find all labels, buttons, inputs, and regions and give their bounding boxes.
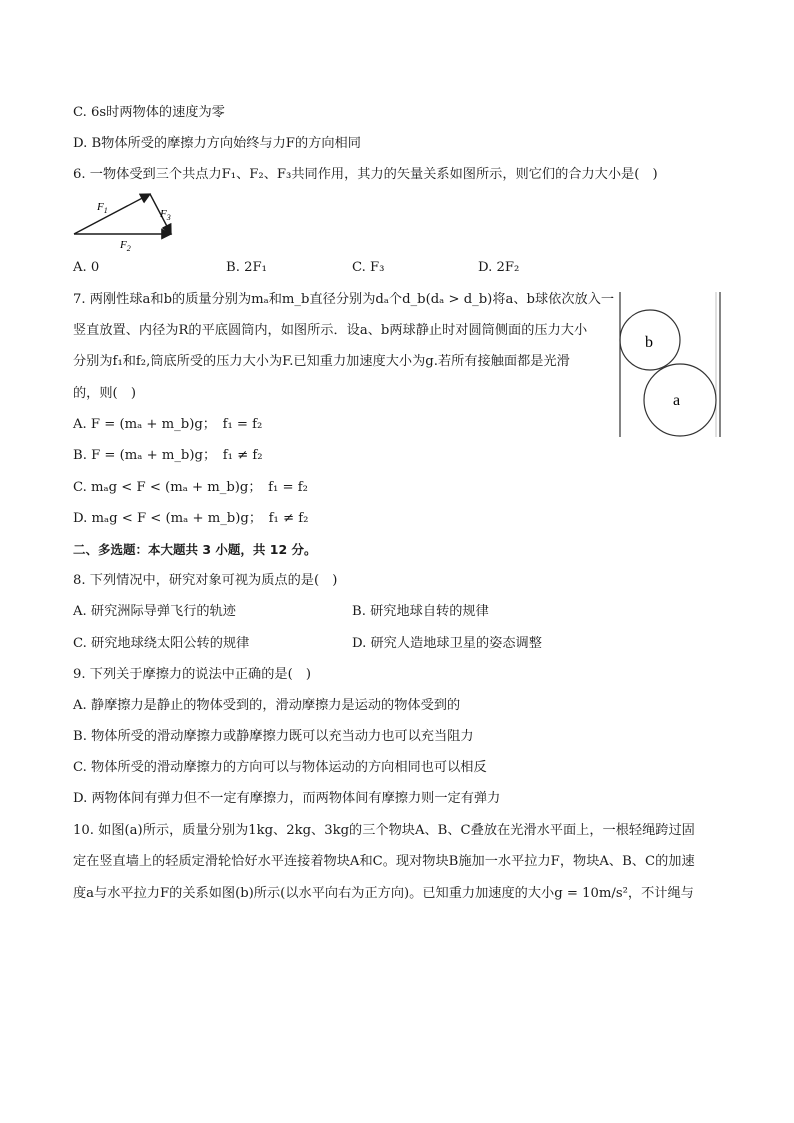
q9-option-b: B. 物体所受的滑动摩擦力或静摩擦力既可以充当动力也可以充当阻力	[73, 729, 474, 744]
q8-option-d: D. 研究人造地球卫星的姿态调整	[352, 636, 542, 651]
q5-option-d: D. B物体所受的摩擦力方向始终与力F的方向相同	[73, 136, 361, 151]
q6-option-c: C. F₃	[352, 260, 385, 275]
q9-option-c: C. 物体所受的滑动摩擦力的方向可以与物体运动的方向相同也可以相反	[73, 760, 487, 775]
q7-option-d: D. mₐg < F < (mₐ + m_b)g； f₁ ≠ f₂	[73, 511, 309, 526]
q5-option-c: C. 6s时两物体的速度为零	[73, 105, 225, 120]
q7-option-c: C. mₐg < F < (mₐ + m_b)g； f₁ = f₂	[73, 480, 308, 495]
f1-vector	[74, 194, 150, 234]
q8-stem: 8. 下列情况中，研究对象可视为质点的是( )	[73, 573, 338, 588]
q7-stem-line1: 7. 两刚性球a和b的质量分别为mₐ和m_b直径分别为dₐ个d_b(dₐ > d_b)将a、b球依次放入一	[73, 292, 615, 307]
q6-stem: 6. 一物体受到三个共点力F₁、F₂、F₃共同作用，其力的矢量关系如图所示，则它们的合力大小是( )	[73, 167, 658, 182]
q7-stem-line3: 分别为f₁和f₂,筒底所受的压力大小为F.已知重力加速度大小为g.若所有接触面都是光滑	[73, 354, 570, 369]
q7-stem-line4: 的，则( )	[73, 386, 137, 401]
q8-option-c: C. 研究地球绕太阳公转的规律	[73, 636, 250, 651]
q10-stem-line3: 度a与水平拉力F的关系如图(b)所示(以水平向右为正方向)。已知重力加速度的大小g = 10m/s²，不计绳与	[73, 886, 694, 901]
q10-stem-line2: 定在竖直墙上的轻质定滑轮恰好水平连接着物块A和C。现对物块B施加一水平拉力F，物块A、B、C的加速	[73, 854, 695, 869]
ball-a-label: a	[673, 392, 681, 409]
q9-option-a: A. 静摩擦力是静止的物体受到的，滑动摩擦力是运动的物体受到的	[73, 698, 461, 713]
q8-option-b: B. 研究地球自转的规律	[352, 604, 489, 619]
q6-option-a: A. 0	[73, 260, 100, 275]
q7-option-b: B. F = (mₐ + m_b)g； f₁ ≠ f₂	[73, 448, 263, 463]
ball-b-label: b	[645, 334, 653, 351]
f3-label: $F_3$	[160, 208, 171, 222]
section-heading-multiple-choice: 二、多选题：本大题共 3 小题，共 12 分。	[73, 542, 317, 557]
q10-stem-line1: 10. 如图(a)所示，质量分别为1kg、2kg、3kg的三个物块A、B、C叠放在光滑水平面上，一根轻绳跨过固	[73, 823, 695, 838]
q6-option-d: D. 2F₂	[478, 260, 520, 275]
q9-stem: 9. 下列关于摩擦力的说法中正确的是( )	[73, 667, 312, 682]
q7-stem-line2: 竖直放置、内径为R的平底圆筒内，如图所示．设a、b两球静止时对圆筒侧面的压力大小	[73, 323, 588, 338]
f2-label: $F_2$	[120, 239, 131, 252]
q9-option-d: D. 两物体间有弹力但不一定有摩擦力，而两物体间有摩擦力则一定有弹力	[73, 791, 501, 806]
q6-force-triangle-figure	[70, 190, 185, 252]
q8-option-a: A. 研究洲际导弹飞行的轨迹	[73, 604, 236, 619]
q7-option-a: A. F = (mₐ + m_b)g； f₁ = f₂	[73, 417, 263, 432]
q7-cylinder-balls-figure	[616, 290, 726, 440]
q6-option-b: B. 2F₁	[226, 260, 267, 275]
f1-label: $F_1$	[97, 201, 108, 215]
